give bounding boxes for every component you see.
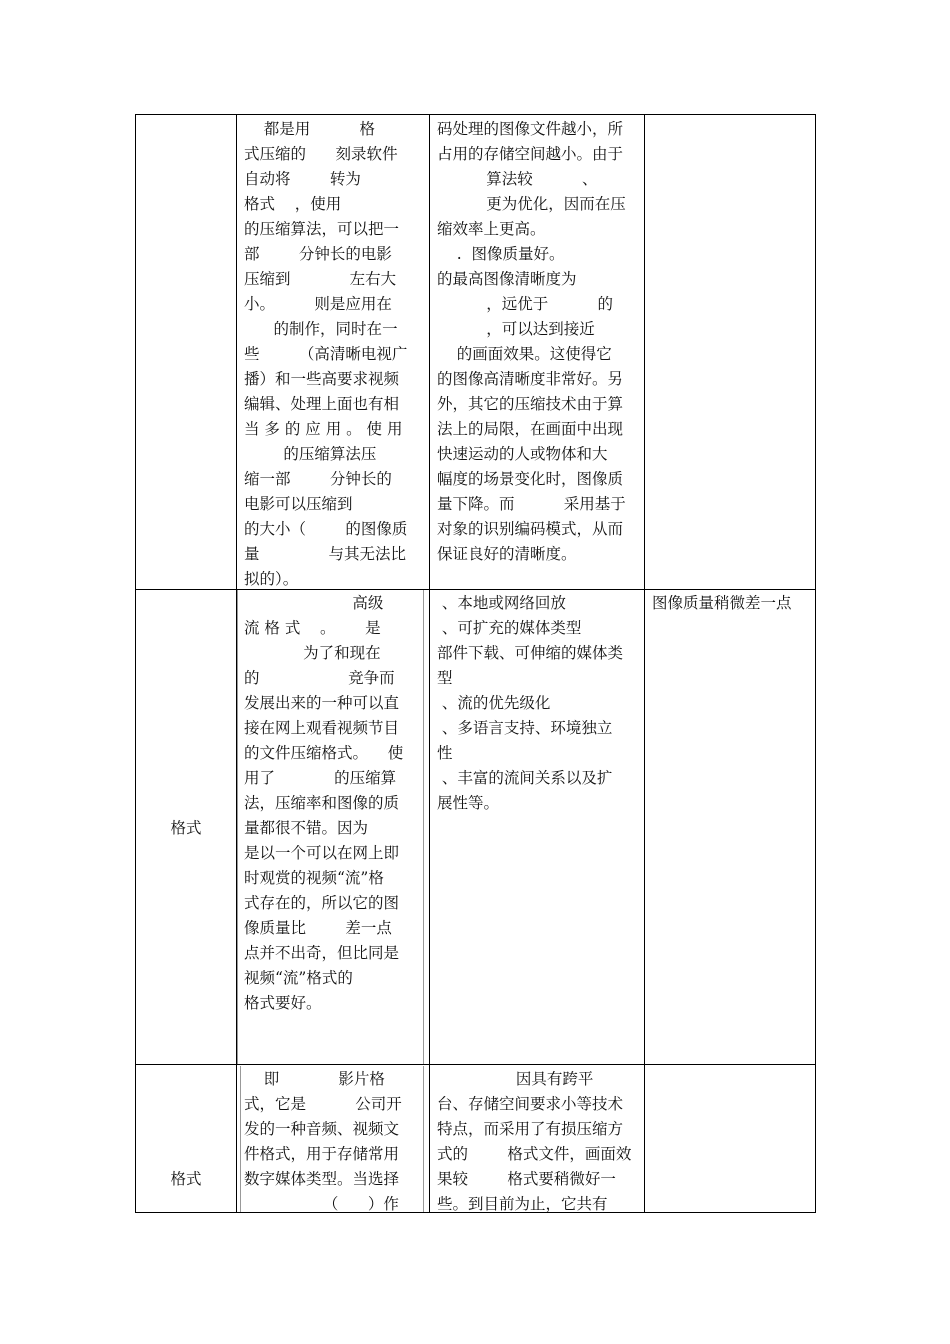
column-divider (429, 115, 430, 1212)
row1-features: 码处理的图像文件越小，所 占用的存储空间越小。由于 算法较 、 更为优化，因而在压 缩效率上更高。 . 图像质量好。 的最高图像清晰度为 ，远优于 的 ，可以达到接近 的画面效果。这使得它 的图像高清晰度非常好。另 外，其它的压缩技术由于算 法上的局限，在画面中出现 快速运动的人或物体和大 幅度的场景变化时，图像质 量下降。而 采用基于 对象的识别编码模式，从而 保证良好的清晰度。 (437, 120, 626, 563)
row2-label: 格式 (170, 819, 202, 837)
row3-label: 格式 (170, 1170, 202, 1188)
column-divider (644, 115, 645, 1212)
row2-drawback: 图像质量稍微差一点 (652, 594, 792, 612)
row3-description: 即 影片格 式，它是 公司开 发的一种音频、视频文 件格式，用于存储常用 数字媒体类型。当选择 （ ）作 (244, 1070, 402, 1213)
row-divider (136, 1064, 815, 1065)
comparison-table (135, 114, 816, 1213)
row1-description: 都是用 格 式压缩的 刻录软件 自动将 转为 格式 ，使用 的压缩算法，可以把一 部 分钟长的电影 压缩到 左右大 小。 则是应用在 的制作，同时在一 些 （高清晰电视广 播）和一些高要求视频 编辑、处理上面也有相 当 多 的 应 用 。 使 用 的压缩算法压 缩一部 分钟长的 电影可以压缩到 的大小（ 的图像质 量 与其无法比 拟的）。 (244, 120, 408, 588)
row2-features: 、本地或网络回放 、可扩充的媒体类型 部件下载、可伸缩的媒体类 型 、流的优先级化 、多语言支持、环境独立 性 、丰富的流间关系以及扩 展性等。 (437, 594, 624, 812)
row2-description: 高级 流 格 式 。 是 为了和现在 的 竞争而 发展出来的一种可以直 接在网上观看视频节目 的文件压缩格式。 使 用了 的压缩算 法，压缩率和图像的质 量都很不错。因为 是以一个可以在网上即 时观赏的视频“流”格 式存在的，所以它的图 像质量比 差一点 点并不出奇，但比同是 视频“流”格式的 格式要好。 (244, 594, 404, 1012)
row3-features: 因具有跨平 台、存储空间要求小等技术 特点，而采用了有损压缩方 式的 格式文件，画面效 果较 格式要稍微好一 些。到目前为止，它共有 (437, 1070, 632, 1213)
